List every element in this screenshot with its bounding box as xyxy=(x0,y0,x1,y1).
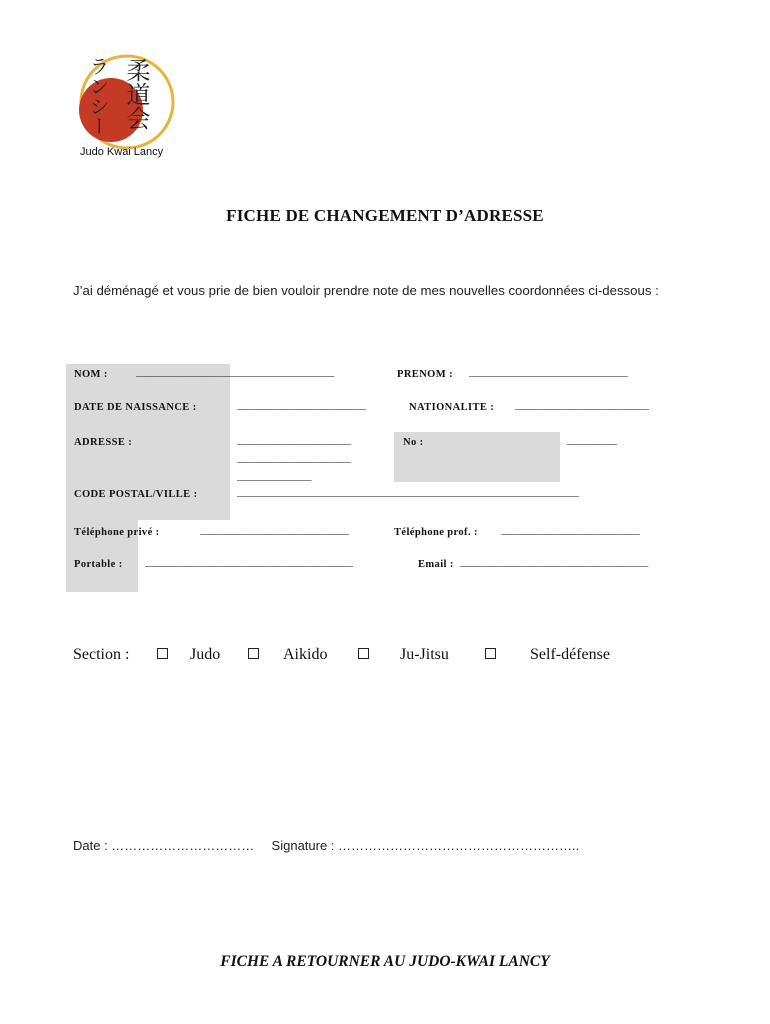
date-signature-row xyxy=(73,838,579,853)
nationalite-label: NATIONALITE : xyxy=(409,402,495,413)
section-option-judo: Judo xyxy=(190,646,221,663)
telephone-prof-field[interactable]: ____________________________ xyxy=(501,525,640,536)
logo-glyphs-right: 柔道会 xyxy=(122,58,150,130)
email-label: Email : xyxy=(418,559,454,570)
footer-instruction: FICHE A RETOURNER AU JUDO-KWAI LANCY xyxy=(220,953,550,970)
email-field[interactable]: ______________________________________ xyxy=(460,557,649,568)
judo-kwai-lancy-logo xyxy=(78,38,188,163)
no-label: No : xyxy=(403,437,424,448)
section-option-self-defense: Self-défense xyxy=(530,646,610,663)
checkbox-ju-jitsu[interactable] xyxy=(358,648,369,659)
date-field[interactable]: Date : …………………………… xyxy=(73,838,255,853)
prenom-field[interactable]: ________________________________ xyxy=(469,367,628,378)
adresse-field-line-2[interactable]: _______________________ xyxy=(237,453,351,464)
page-title: FICHE DE CHANGEMENT D’ADRESSE xyxy=(226,206,544,225)
nationalite-field[interactable]: ___________________________ xyxy=(515,400,649,411)
portable-field[interactable]: __________________________________________ xyxy=(145,557,353,568)
no-field[interactable]: __________ xyxy=(567,435,617,446)
signature-field[interactable]: Signature : ……………………………………………….. xyxy=(271,838,580,853)
section-option-aikido: Aikido xyxy=(283,646,328,663)
telephone-prive-field[interactable]: ______________________________ xyxy=(200,525,349,536)
adresse-field-line-3[interactable]: _______________ xyxy=(237,471,312,482)
telephone-prof-label: Téléphone prof. : xyxy=(394,527,478,538)
adresse-field-line-1[interactable]: _______________________ xyxy=(237,435,351,446)
code-postal-ville-label: CODE POSTAL/VILLE : xyxy=(74,489,198,500)
portable-label: Portable : xyxy=(74,559,123,570)
checkbox-judo[interactable] xyxy=(157,648,168,659)
code-postal-ville-field[interactable]: _____________________________________________________________________ xyxy=(237,487,579,498)
prenom-label: PRENOM : xyxy=(397,369,453,380)
adresse-label: ADRESSE : xyxy=(74,437,133,448)
intro-paragraph: J’ai déménagé et vous prie de bien vouloir prendre note de mes nouvelles coordonnées ci-dessous : xyxy=(73,283,659,298)
section-option-ju-jitsu: Ju-Jitsu xyxy=(400,646,449,663)
telephone-prive-label: Téléphone privé : xyxy=(74,527,160,538)
date-naissance-label: DATE DE NAISSANCE : xyxy=(74,402,197,413)
date-naissance-field[interactable]: __________________________ xyxy=(237,400,366,411)
checkbox-aikido[interactable] xyxy=(248,648,259,659)
checkbox-self-defense[interactable] xyxy=(485,648,496,659)
section-label: Section : xyxy=(73,646,130,663)
nom-field[interactable]: ________________________________________ xyxy=(136,367,335,378)
nom-label: NOM : xyxy=(74,369,108,380)
logo-glyphs-left: ランシー xyxy=(86,56,110,136)
logo-text: Judo Kwai Lancy xyxy=(80,146,164,158)
